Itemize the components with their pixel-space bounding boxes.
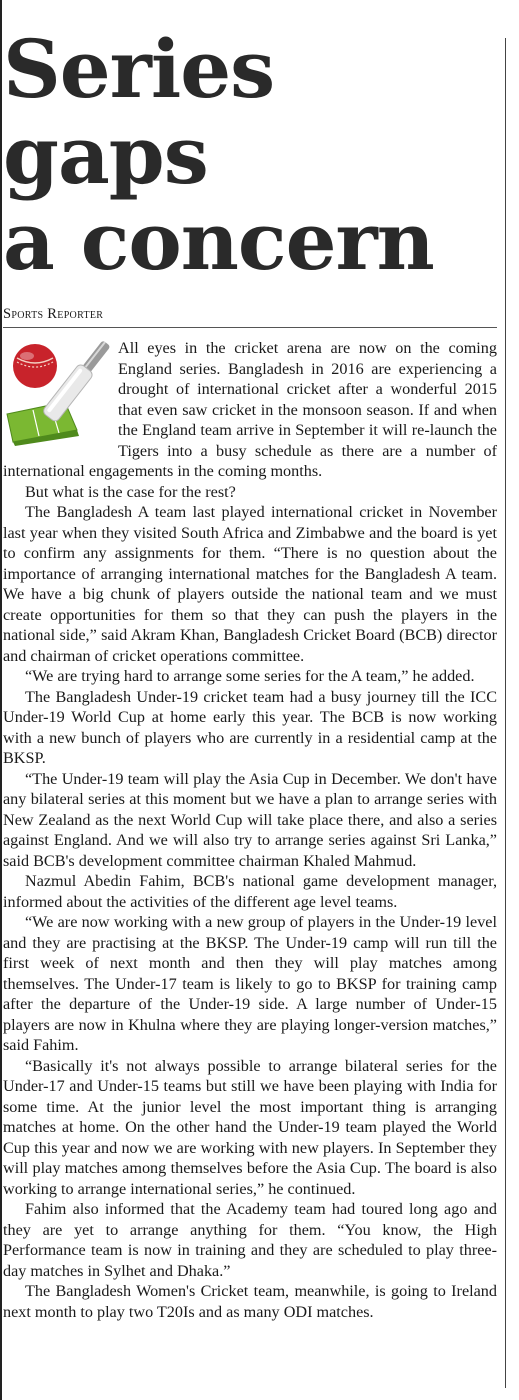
news-article	[3, 0, 497, 1322]
paragraph-6: “The Under-19 team will play the Asia Cup in December. We don't have any bilateral series at this moment but we have a plan to arrange series with New Zealand as the next World Cup will take place there, and also a series against England. And we will also try to arrange series against Sri Lanka,” said BCB's development committee chairman Khaled Mahmud.	[3, 769, 497, 870]
paragraph-10: Fahim also informed that the Academy team had toured long ago and they are yet to arrange anything for them. “You know, the High Performance team is now in training and they are scheduled to play three-day matches in Sylhet and Dhaka.”	[3, 1200, 497, 1280]
cricket-ball-and-bat-icon	[3, 338, 113, 446]
paragraph-8: “We are now working with a new group of players in the Under-19 level and they are practising at the BKSP. The Under-19 camp will run till the first week of next month and then they will play matches among themselves. The Under-17 team is likely to go to BKSP for training camp after the departure of the Under-19 side. A large number of Under-15 players are now in Khulna where they are playing longer-version matches,” said Fahim.	[3, 913, 497, 1054]
paragraph-4: “We are trying hard to arrange some series for the A team,” he added.	[25, 667, 475, 685]
headline-line-2: a concern	[3, 194, 434, 288]
paragraph-2: But what is the case for the rest?	[25, 482, 236, 501]
paragraph-9: “Basically it's not always possible to arrange bilateral series for the Under-17 and Under-15 teams but still we have been playing with India for some time. At the junior level the most important thing is arranging matches at home. On the other hand the Under-19 team played the World Cup this year and now we are working with new players. In September they will play matches among themselves before the Asia Cup. The board is also working to arrange international series,” he continued.	[3, 1056, 497, 1198]
article-body	[3, 338, 497, 1322]
headline-line-1: Series gaps	[3, 22, 275, 202]
paragraph-3: The Bangladesh A team last played international cricket in November last year when they visited South Africa and Zimbabwe and the board is yet to confirm any assignments for them. “There is no question about the importance of arranging international matches for the Bangladesh A team. We have a big chunk of players outside the national team and we must create opportunities for them so that they can push the players in the national side,” said Akram Khan, Bangladesh Cricket Board (BCB) director and chairman of cricket operations committee.	[3, 503, 497, 665]
paragraph-1: All eyes in the cricket arena are now on the coming England series. Bangladesh in 2016 are experiencing a drought of international cricket after a wonderful 2015 that even saw cricket in the monsoon season. If and when the England team arrive in September it will re-launch the Tigers into a busy schedule as there are a number of international engagements in the coming months.	[3, 339, 497, 480]
paragraph-11: The Bangladesh Women's Cricket team, meanwhile, is going to Ireland next month to play two T20Is and as many ODI matches.	[3, 1282, 497, 1321]
paragraph-5: The Bangladesh Under-19 cricket team had a busy journey till the ICC Under-19 World Cup at home early this year. The BCB is now working with a new bunch of players who are currently in a residential camp at the BKSP.	[3, 687, 497, 767]
paragraph-7: Nazmul Abedin Fahim, BCB's national game development manager, informed about the activities of the different age level teams.	[3, 872, 497, 911]
byline: Sports Reporter	[3, 306, 497, 328]
headline	[3, 0, 497, 288]
page-left-border	[0, 0, 2, 1400]
column-divider	[505, 38, 506, 1388]
